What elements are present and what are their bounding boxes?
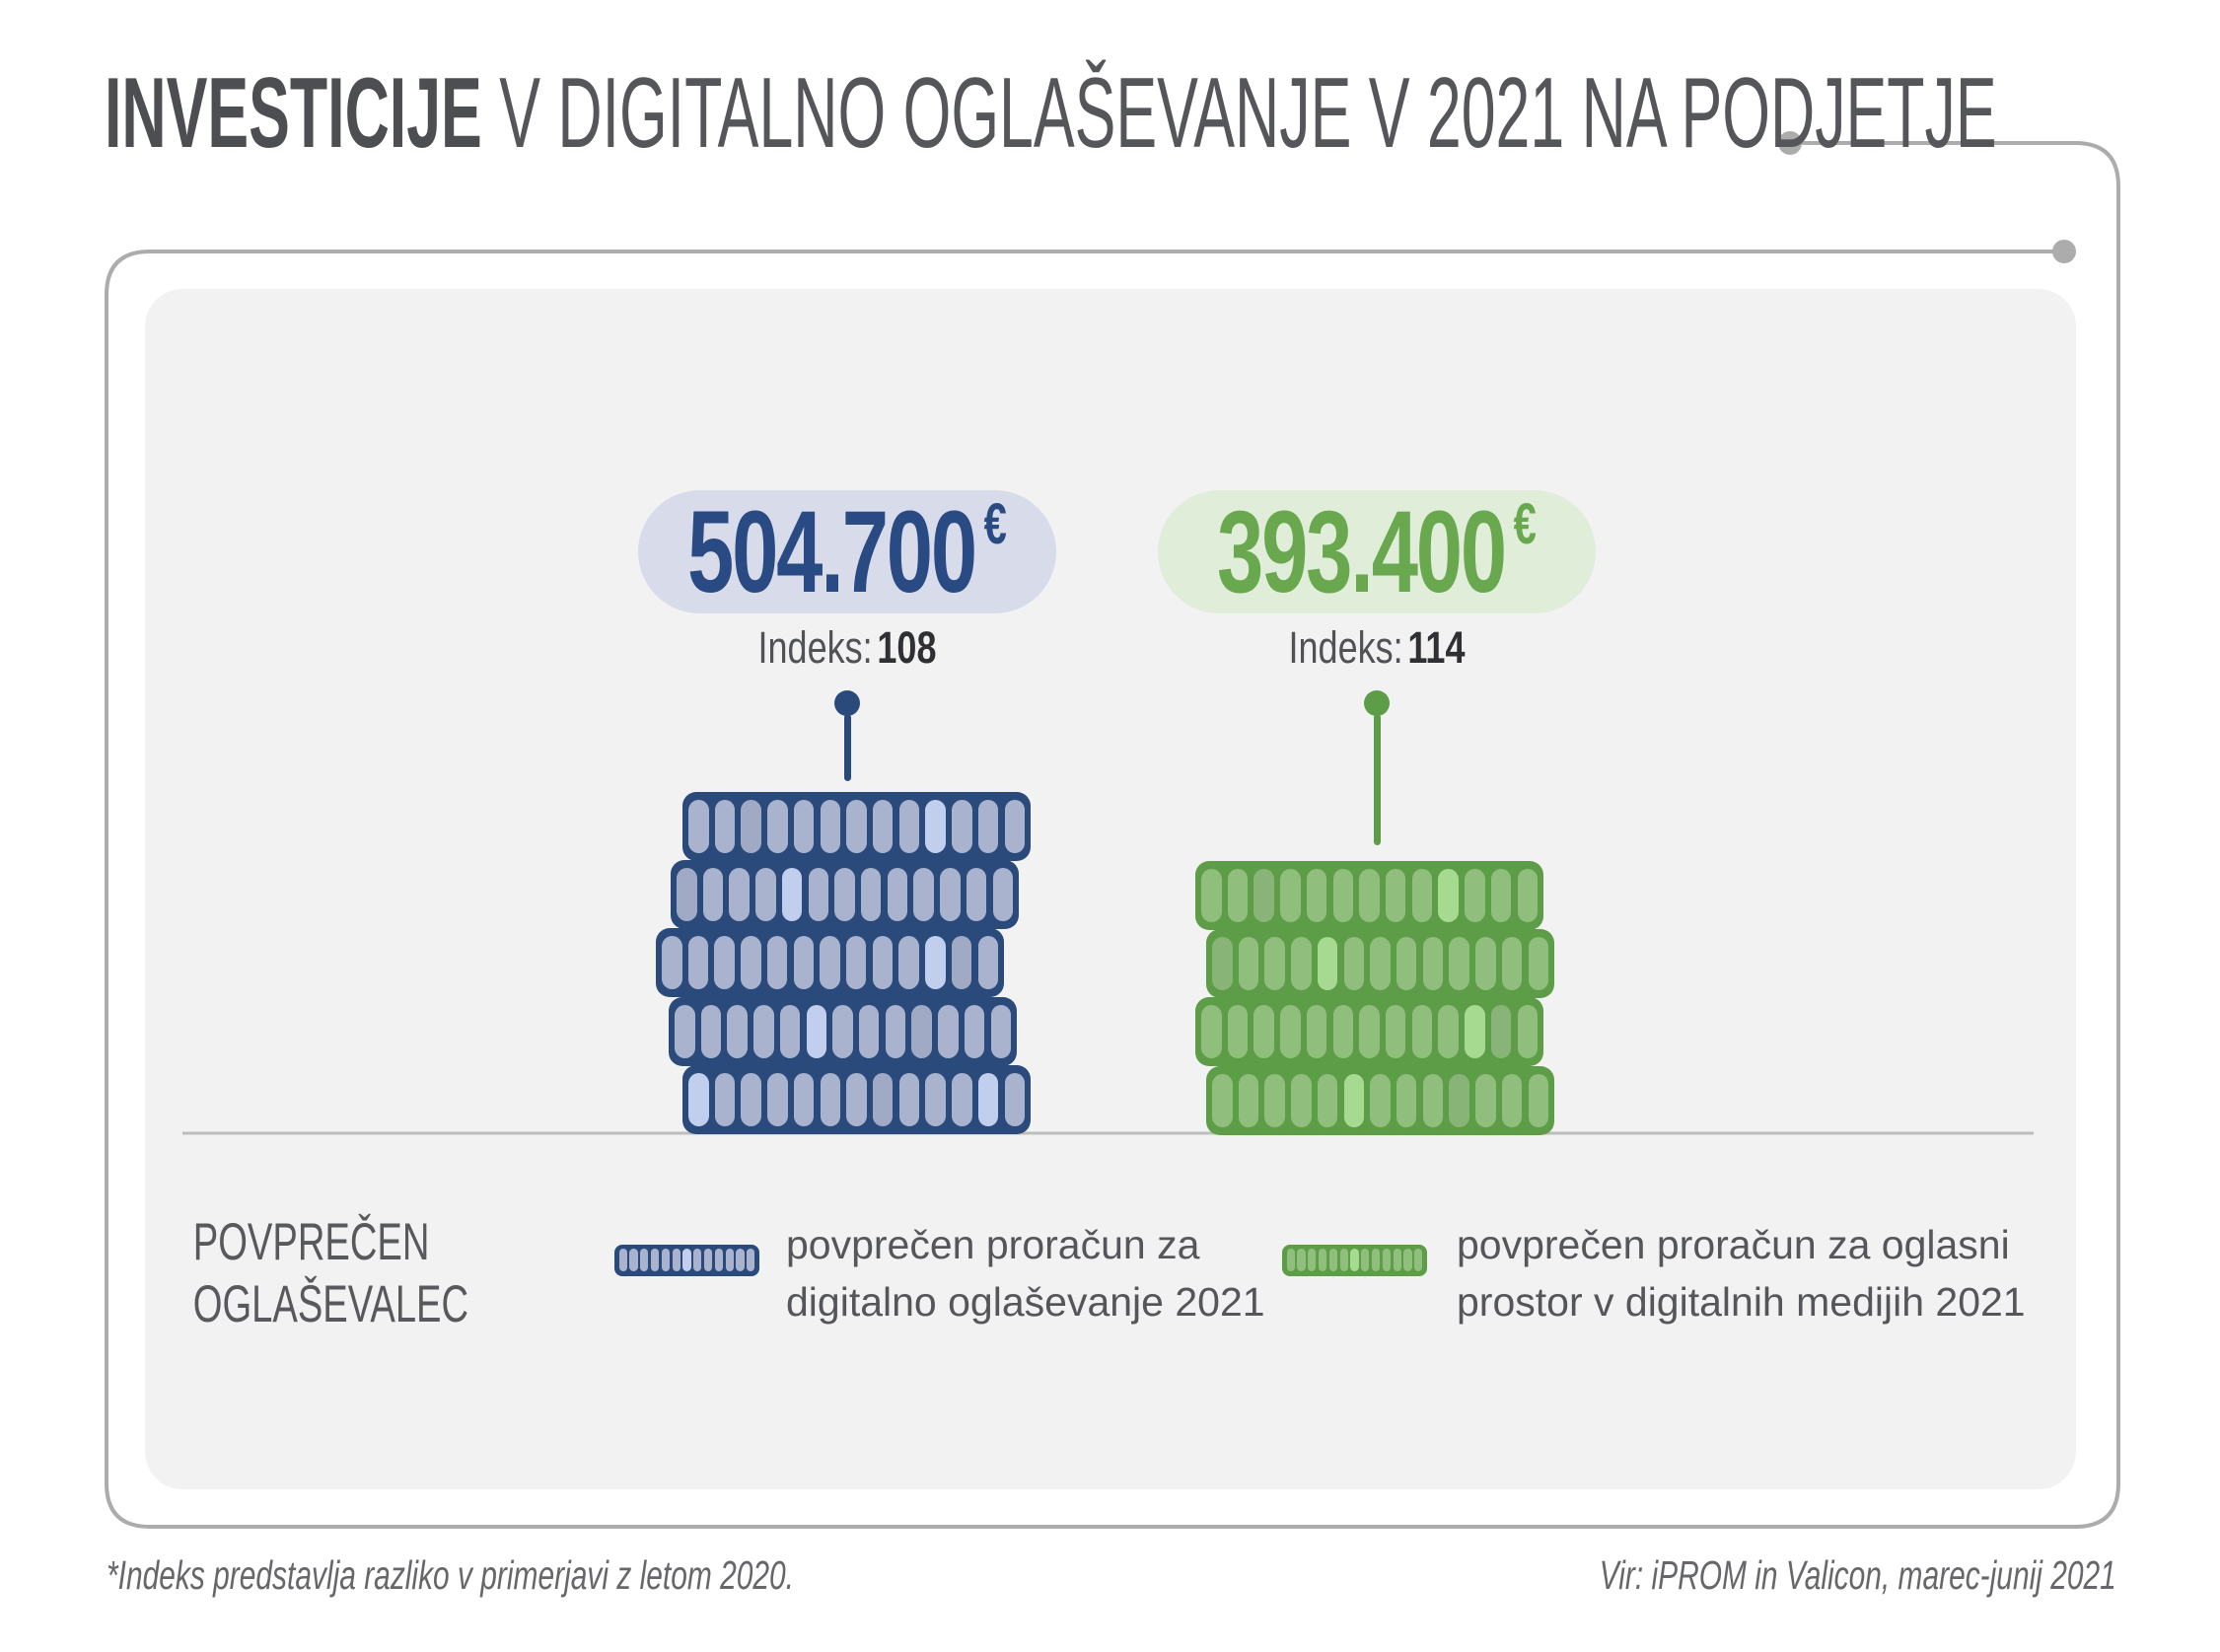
coin-ridge (1475, 1074, 1496, 1127)
coin-ridge (1475, 937, 1496, 990)
coin-ridge (715, 1073, 736, 1126)
coin-ridge (1370, 937, 1391, 990)
coin-ridge (629, 1249, 637, 1271)
coin-ridge (1333, 1005, 1354, 1058)
pin-line (1374, 714, 1381, 845)
coin-ridge (782, 868, 803, 921)
coin-ridge (741, 936, 761, 989)
legend-label-line2: OGLAŠEVALEC (192, 1275, 469, 1333)
coin-ridge (726, 1249, 734, 1271)
coin-ridge (1344, 937, 1365, 990)
coin-ridge (1449, 937, 1469, 990)
coin-ridge (899, 1073, 920, 1126)
coin-ridge (1253, 869, 1274, 922)
coin-ridge (1333, 869, 1354, 922)
coin-row (656, 928, 1004, 997)
coin-ridge (662, 1249, 670, 1271)
value-wrap (1217, 486, 1537, 617)
coin-ridge (1449, 1074, 1469, 1127)
index-value: 114 (1407, 622, 1466, 673)
legend-label-line1: POVPREČEN (192, 1213, 430, 1271)
coin-ridge (888, 868, 908, 921)
coin-ridge (1396, 1074, 1417, 1127)
coin-ridge (820, 936, 840, 989)
coin-ridge (794, 800, 815, 853)
coin-row (1206, 929, 1554, 998)
coin-row (669, 997, 1017, 1066)
footnote: *Indeks predstavlja razliko v primerjavi z letom 2020. (107, 1552, 795, 1598)
coin-ridge (913, 868, 934, 921)
coin-ridge (1005, 800, 1026, 853)
coin-ridge (1529, 937, 1549, 990)
coin-ridge (1372, 1249, 1380, 1271)
coin-ridge (925, 1073, 946, 1126)
coin-ridge (978, 1073, 999, 1126)
coin-ridge (1308, 1249, 1316, 1271)
coin-ridge (938, 1005, 959, 1058)
coin-ridge (952, 936, 972, 989)
coin-ridge (861, 868, 882, 921)
coin-ridge (1394, 1249, 1401, 1271)
coin-ridge (1386, 869, 1406, 922)
coin-ridge (1412, 869, 1433, 922)
coin-ridge (703, 868, 724, 921)
page-title (105, 58, 1997, 169)
coin-ridge (747, 1249, 754, 1271)
coin-ridge (952, 1073, 972, 1126)
coin-ridge (1291, 1074, 1312, 1127)
pin-dot (834, 690, 860, 716)
coin-ridge (701, 1005, 722, 1058)
coin-row-icon-blue (614, 1245, 759, 1276)
value-badge (1158, 486, 1596, 617)
coin-ridge (767, 800, 788, 853)
coin-ridge (978, 936, 999, 989)
euro-sign: € (983, 491, 1007, 556)
coin-ridge (741, 1073, 761, 1126)
coin-ridge (1307, 869, 1327, 922)
legend-label (192, 1211, 469, 1335)
page-title-bold: INVESTICIJE (105, 58, 482, 169)
coin-ridge (821, 800, 841, 853)
source-credit: Vir: iPROM in Valicon, marec-junij 2021 (1600, 1552, 2116, 1598)
coin-row (671, 860, 1019, 929)
coin-ridge (965, 1005, 985, 1058)
coin-ridge (899, 800, 920, 853)
coin-ridge (1370, 1074, 1391, 1127)
coin-ridge (1319, 1249, 1326, 1271)
coin-ridge (807, 1005, 827, 1058)
coin-ridge (846, 1073, 867, 1126)
index-line (1289, 622, 1466, 674)
coin-ridge (675, 1005, 695, 1058)
coin-ridge (1361, 1249, 1369, 1271)
coin-ridge (1228, 869, 1249, 922)
legend-item-line1: povprečen proračun za oglasni (1457, 1222, 2010, 1267)
coin-ridge (1423, 1074, 1444, 1127)
index-label: Indeks: (757, 622, 873, 673)
coin-ridge (1350, 1249, 1358, 1271)
coin-ridge (925, 936, 946, 989)
coin-ridge (873, 1073, 894, 1126)
legend-item-line2: digitalno oglaševanje 2021 (786, 1279, 1265, 1325)
coin-ridge (1438, 1005, 1459, 1058)
pin-line (844, 714, 851, 781)
coin-ridge (1518, 1005, 1539, 1058)
coin-ridge (673, 1249, 680, 1271)
pin-dot (1364, 690, 1390, 716)
coin-ridge (967, 868, 987, 921)
legend-item-ad-space (1457, 1216, 2026, 1330)
coin-ridge (1307, 1005, 1327, 1058)
coin-ridge (729, 868, 750, 921)
coin-ridge (688, 1073, 709, 1126)
coin-ridge (1438, 869, 1459, 922)
coin-ridge (1396, 937, 1417, 990)
coin-ridge (715, 800, 736, 853)
coin-ridge (1383, 1249, 1391, 1271)
page-title-rest: V DIGITALNO OGLAŠEVANJE V 2021 NA PODJETJE (481, 58, 1997, 169)
coin-ridge (1502, 937, 1523, 990)
coin-ridge (821, 1073, 841, 1126)
coin-ridge (1529, 1074, 1549, 1127)
coin-ridge (1280, 1005, 1301, 1058)
coin-ridge (1201, 1005, 1222, 1058)
amount-value: 393.400 (1217, 486, 1506, 617)
coin-ridge (727, 1005, 748, 1058)
amount-value: 504.700 (687, 486, 976, 617)
coin-ridge (846, 800, 867, 853)
coin-ridge (1212, 937, 1233, 990)
coin-ridge (1318, 937, 1338, 990)
coin-ridge (1465, 1005, 1485, 1058)
coin-ridge (619, 1249, 627, 1271)
coin-ridge (1005, 1073, 1026, 1126)
coin-ridge (662, 936, 682, 989)
coin-ridge (1212, 1074, 1233, 1127)
coin-ridge (704, 1249, 712, 1271)
coin-ridge (736, 1249, 744, 1271)
coin-ridge (714, 936, 735, 989)
coin-ridge (1264, 1074, 1285, 1127)
index-label: Indeks: (1288, 622, 1403, 673)
coin-ridge (1403, 1249, 1411, 1271)
coin-ridge (1287, 1249, 1295, 1271)
coin-ridge (753, 1005, 774, 1058)
coin-row (1206, 1066, 1554, 1135)
coin-ridge (1297, 1249, 1305, 1271)
coin-ridge (1318, 1074, 1338, 1127)
frame-end-dot (2052, 240, 2076, 263)
coin-ridge (1280, 869, 1301, 922)
coin-ridge (859, 1005, 880, 1058)
value-badge (638, 486, 1056, 617)
coin-ridge (832, 1005, 853, 1058)
coin-ridge (809, 868, 829, 921)
coin-ridge (741, 800, 761, 853)
coin-ridge (640, 1249, 648, 1271)
coin-ridge (780, 1005, 801, 1058)
coin-ridge (1414, 1249, 1422, 1271)
coin-ridge (1423, 937, 1444, 990)
index-value: 108 (877, 622, 937, 673)
coin-ridge (1518, 869, 1539, 922)
coin-ridge (925, 800, 946, 853)
coin-ridge (767, 1073, 788, 1126)
coin-ridge (693, 1249, 701, 1271)
coin-ridge (1239, 1074, 1259, 1127)
coin-row (1195, 861, 1543, 930)
coin-ridge (794, 936, 815, 989)
coin-ridge (688, 800, 709, 853)
coin-ridge (991, 1005, 1012, 1058)
coin-ridge (1502, 1074, 1523, 1127)
coin-ridge (682, 1249, 690, 1271)
coin-ridge (873, 800, 894, 853)
coin-ridge (834, 868, 855, 921)
coin-ridge (715, 1249, 723, 1271)
coin-ridge (1329, 1249, 1337, 1271)
coin-ridge (1291, 937, 1312, 990)
coin-ridge (1264, 937, 1285, 990)
coin-ridge (911, 1005, 932, 1058)
coin-ridge (873, 936, 894, 989)
coin-ridge (1491, 1005, 1512, 1058)
coin-ridge (1359, 869, 1380, 922)
coin-row-icon-green (1282, 1245, 1427, 1276)
coin-ridge (1239, 937, 1259, 990)
coin-ridge (651, 1249, 659, 1271)
coin-ridge (1228, 1005, 1249, 1058)
coin-ridge (1201, 869, 1222, 922)
legend-item-digital-advertising (786, 1216, 1265, 1330)
coin-row (682, 792, 1031, 861)
coin-ridge (1491, 869, 1512, 922)
coin-ridge (978, 800, 999, 853)
coin-ridge (1253, 1005, 1274, 1058)
coin-ridge (940, 868, 961, 921)
coin-ridge (1412, 1005, 1433, 1058)
coin-ridge (688, 936, 709, 989)
coin-row (682, 1065, 1031, 1134)
coin-ridge (1465, 869, 1485, 922)
coin-ridge (952, 800, 972, 853)
coin-ridge (1340, 1249, 1348, 1271)
coin-ridge (677, 868, 697, 921)
euro-sign: € (1513, 491, 1537, 556)
coin-ridge (767, 936, 788, 989)
coin-ridge (898, 936, 919, 989)
coin-ridge (846, 936, 867, 989)
legend-item-line1: povprečen proračun za (786, 1222, 1200, 1267)
coin-ridge (755, 868, 776, 921)
index-line (758, 622, 937, 674)
coin-row (1195, 997, 1543, 1066)
coin-ridge (1344, 1074, 1365, 1127)
coin-ridge (794, 1073, 815, 1126)
coin-ridge (886, 1005, 906, 1058)
coin-ridge (993, 868, 1014, 921)
coin-ridge (1359, 1005, 1380, 1058)
coin-ridge (1386, 1005, 1406, 1058)
legend-item-line2: prostor v digitalnih medijih 2021 (1457, 1279, 2026, 1325)
value-wrap (687, 486, 1007, 617)
